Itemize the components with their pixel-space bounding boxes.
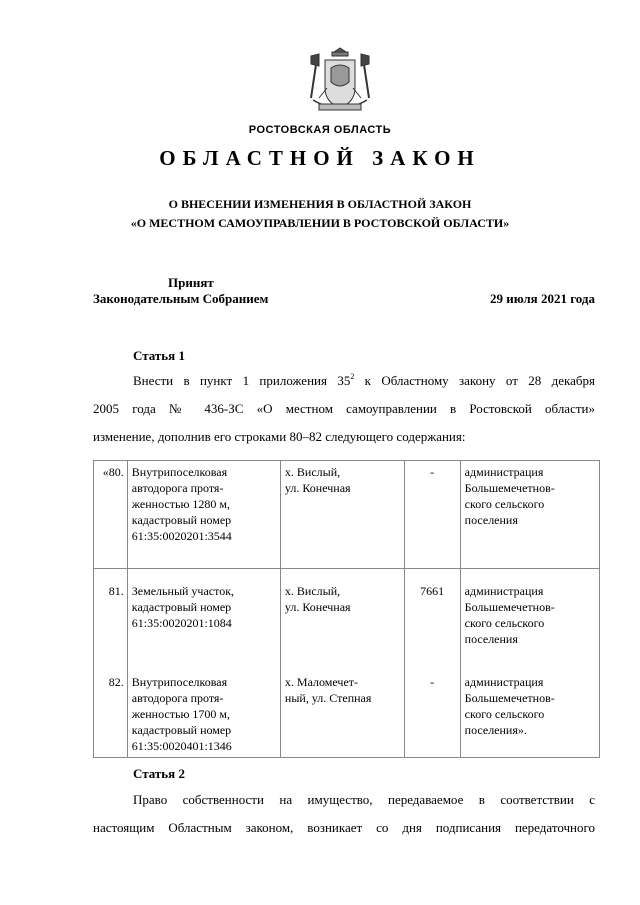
recipient-organization	[460, 569, 599, 672]
law-subtitle-line-1: О ВНЕСЕНИИ ИЗМЕНЕНИЯ В ОБЛАСТНОЙ ЗАКОН	[168, 197, 472, 211]
recipient-organization	[460, 461, 599, 569]
adoption-date: 29 июля 2021 года	[490, 291, 595, 306]
object-address-line: ный, ул. Степная	[284, 691, 372, 705]
adopted-label: Принят	[168, 275, 214, 290]
recipient-organization-line: ского сельского	[464, 616, 545, 630]
adopted-by: Законодательным Собранием	[93, 291, 269, 306]
recipient-organization-line: поселения	[464, 513, 518, 527]
row-number: 82.	[94, 671, 128, 758]
object-name-line: автодорога протя-	[131, 691, 224, 705]
article-1-heading: Статья 1	[133, 348, 185, 363]
article-1-line-3: изменение, дополнив его строками 80–82 следующего содержания:	[93, 429, 466, 444]
object-name-line: кадастровый номер	[131, 723, 232, 737]
article-2-line-1: Право собственности на имущество, передаваемое в соответствии с	[133, 792, 595, 807]
object-name	[127, 461, 280, 569]
recipient-organization-line: поселения».	[464, 723, 527, 737]
object-area: -	[404, 461, 460, 569]
object-address-line: х. Вислый,	[284, 465, 341, 479]
recipient-organization	[460, 671, 599, 758]
recipient-organization-line: администрация	[464, 675, 544, 689]
object-address-line: ул. Конечная	[284, 481, 351, 495]
row-number: 81.	[94, 569, 128, 672]
article-2-heading: Статья 2	[133, 766, 185, 781]
object-name-line: Внутрипоселковая	[131, 465, 228, 479]
article-1-line-2: 2005 года № 436-ЗС «О местном самоуправлении в Ростовской области»	[93, 401, 595, 416]
region-name: РОСТОВСКАЯ ОБЛАСТЬ	[248, 124, 392, 136]
object-address-line: ул. Конечная	[284, 600, 351, 614]
table-row	[94, 461, 600, 569]
row-number: «80.	[94, 461, 128, 569]
table-row	[94, 569, 600, 672]
object-name-line: Внутрипоселковая	[131, 675, 228, 689]
object-address-line: х. Маломечет-	[284, 675, 359, 689]
object-name-line: женностью 1700 м,	[131, 707, 230, 721]
recipient-organization-line: Большемечетнов-	[464, 691, 555, 705]
law-subtitle-line-2: «О МЕСТНОМ САМОУПРАВЛЕНИИ В РОСТОВСКОЙ ОБЛАСТИ»	[130, 216, 510, 230]
object-name-line: женностью 1280 м,	[131, 497, 230, 511]
object-area: 7661	[404, 569, 460, 672]
recipient-organization-line: ского сельского	[464, 497, 545, 511]
article-2-text	[93, 786, 595, 842]
recipient-organization-line: администрация	[464, 584, 544, 598]
object-name-line: автодорога протя-	[131, 481, 224, 495]
recipient-organization-line: Большемечетнов-	[464, 600, 555, 614]
table-row	[94, 671, 600, 758]
object-address	[280, 569, 404, 672]
object-name-line: 61:35:0020201:1084	[131, 616, 232, 630]
object-name-line: 61:35:0020201:3544	[131, 529, 232, 543]
object-name-line: кадастровый номер	[131, 513, 232, 527]
recipient-organization-line: поселения	[464, 632, 518, 646]
article-2-line-2: настоящим Областным законом, возникает со дня подписания передаточного	[93, 820, 595, 835]
recipient-organization-line: Большемечетнов-	[464, 481, 555, 495]
object-name-line: Земельный участок,	[131, 584, 235, 598]
object-name	[127, 671, 280, 758]
coat-of-arms-icon	[305, 44, 375, 120]
recipient-organization-line: администрация	[464, 465, 544, 479]
object-address	[280, 671, 404, 758]
object-area: -	[404, 671, 460, 758]
object-address	[280, 461, 404, 569]
law-type-title: ОБЛАСТНОЙ ЗАКОН	[159, 146, 481, 170]
object-name	[127, 569, 280, 672]
amendment-table	[93, 460, 600, 758]
recipient-organization-line: ского сельского	[464, 707, 545, 721]
article-1-line-1: Внести в пункт 1 приложения $35^2$ к Областному закону от 28 декабря	[133, 371, 595, 388]
object-address-line: х. Вислый,	[284, 584, 341, 598]
object-name-line: кадастровый номер	[131, 600, 232, 614]
article-1-text	[93, 367, 595, 451]
object-name-line: 61:35:0020401:1346	[131, 739, 232, 753]
